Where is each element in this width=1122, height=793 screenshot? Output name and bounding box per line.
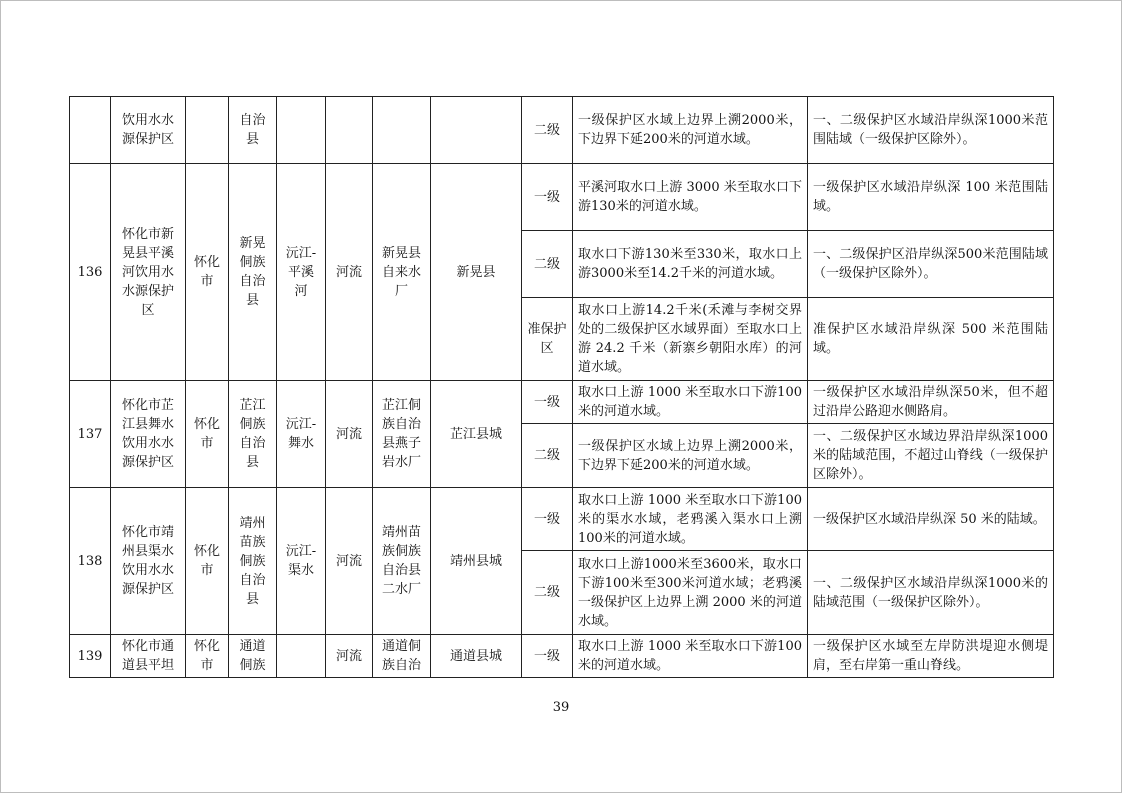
land-area-cell: 一、二级保护区水域沿岸纵深1000米的陆域范围（一级保护区除外）。 [808,551,1054,635]
water-plant-cell: 新晃县自来水厂 [373,164,431,381]
protection-area-name: 怀化市通道县平坦 [111,635,186,678]
land-area-cell: 一、二级保护区水域边界沿岸纵深1000米的陆域范围，不超过山脊线（一级保护区除外）。 [808,424,1054,488]
water-type-cell: 河流 [326,635,373,678]
zone-level-cell: 一级 [522,381,573,424]
city-cell: 怀化市 [186,381,229,488]
row-number-cell [70,97,111,164]
county-cell: 自治县 [229,97,277,164]
table-row [70,488,1054,551]
table-row [70,381,1054,424]
county-cell: 新晃侗族自治县 [229,164,277,381]
water-plant-cell: 芷江侗族自治县燕子岩水厂 [373,381,431,488]
zone-level-cell: 一级 [522,164,573,231]
table-row [70,164,1054,231]
protection-area-name: 怀化市新晃县平溪河饮用水水源保护区 [111,164,186,381]
water-area-cell: 取水口上游1000米至3600米，取水口下游100米至300米河道水域；老鸦溪一级保护区上边界上溯 2000 米的河道水域。 [573,551,808,635]
land-area-cell: 一级保护区水域沿岸纵深50米，但不超过沿岸公路迎水侧路肩。 [808,381,1054,424]
zone-level-cell: 二级 [522,551,573,635]
water-area-cell: 取水口下游130米至330米，取水口上游3000米至14.2千米的河道水域。 [573,231,808,298]
land-area-cell: 一、二级保护区沿岸纵深500米范围陆域（一级保护区除外）。 [808,231,1054,298]
water-area-cell: 取水口上游14.2千米(禾滩与李树交界处的二级保护区水域界面）至取水口上游 24.2 千米（新寨乡朝阳水库）的河道水域。 [573,298,808,381]
table-row [70,97,1054,164]
county-cell: 通道侗族 [229,635,277,678]
served-area-cell: 芷江县城 [431,381,522,488]
protection-area-name: 饮用水水源保护区 [111,97,186,164]
water-area-cell: 一级保护区水域上边界上溯2000米，下边界下延200米的河道水域。 [573,97,808,164]
land-area-cell: 一级保护区水域沿岸纵深 100 米范围陆域。 [808,164,1054,231]
zone-level-cell: 二级 [522,424,573,488]
land-area-cell: 一、二级保护区水域沿岸纵深1000米范围陆域（一级保护区除外）。 [808,97,1054,164]
river-basin-cell: 沅江-平溪河 [277,164,326,381]
water-plant-cell: 通道侗族自治 [373,635,431,678]
row-number-cell: 138 [70,488,111,635]
city-cell [186,97,229,164]
served-area-cell [431,97,522,164]
page-number: 39 [552,700,570,715]
zone-level-cell: 一级 [522,488,573,551]
water-area-cell: 取水口上游 1000 米至取水口下游100米的河道水域。 [573,635,808,678]
water-area-cell: 平溪河取水口上游 3000 米至取水口下游130米的河道水域。 [573,164,808,231]
city-cell: 怀化市 [186,635,229,678]
water-type-cell: 河流 [326,381,373,488]
land-area-cell: 一级保护区水域至左岸防洪堤迎水侧堤肩，至右岸第一重山脊线。 [808,635,1054,678]
water-plant-cell [373,97,431,164]
county-cell: 芷江侗族自治县 [229,381,277,488]
row-number-cell: 139 [70,635,111,678]
water-area-cell: 取水口上游 1000 米至取水口下游100米的渠水水域，老鸦溪入渠水口上溯100米的河道水域。 [573,488,808,551]
row-number-cell: 136 [70,164,111,381]
river-basin-cell [277,97,326,164]
land-area-cell: 准保护区水域沿岸纵深 500 米范围陆域。 [808,298,1054,381]
protection-area-name: 怀化市芷江县舞水饮用水水源保护区 [111,381,186,488]
land-area-cell: 一级保护区水域沿岸纵深 50 米的陆域。 [808,488,1054,551]
water-area-cell: 一级保护区水域上边界上溯2000米，下边界下延200米的河道水域。 [573,424,808,488]
county-cell: 靖州苗族侗族自治县 [229,488,277,635]
river-basin-cell [277,635,326,678]
water-area-cell: 取水口上游 1000 米至取水口下游100米的河道水域。 [573,381,808,424]
city-cell: 怀化市 [186,164,229,381]
zone-level-cell: 二级 [522,97,573,164]
water-type-cell [326,97,373,164]
river-basin-cell: 沅江-渠水 [277,488,326,635]
served-area-cell: 通道县城 [431,635,522,678]
row-number-cell: 137 [70,381,111,488]
zone-level-cell: 二级 [522,231,573,298]
water-plant-cell: 靖州苗族侗族自治县二水厂 [373,488,431,635]
table-row [70,635,1054,678]
served-area-cell: 靖州县城 [431,488,522,635]
water-type-cell: 河流 [326,164,373,381]
protection-area-name: 怀化市靖州县渠水饮用水水源保护区 [111,488,186,635]
water-type-cell: 河流 [326,488,373,635]
city-cell: 怀化市 [186,488,229,635]
water-source-protection-table [69,96,1054,678]
served-area-cell: 新晃县 [431,164,522,381]
zone-level-cell: 一级 [522,635,573,678]
zone-level-cell: 准保护区 [522,298,573,381]
river-basin-cell: 沅江-舞水 [277,381,326,488]
